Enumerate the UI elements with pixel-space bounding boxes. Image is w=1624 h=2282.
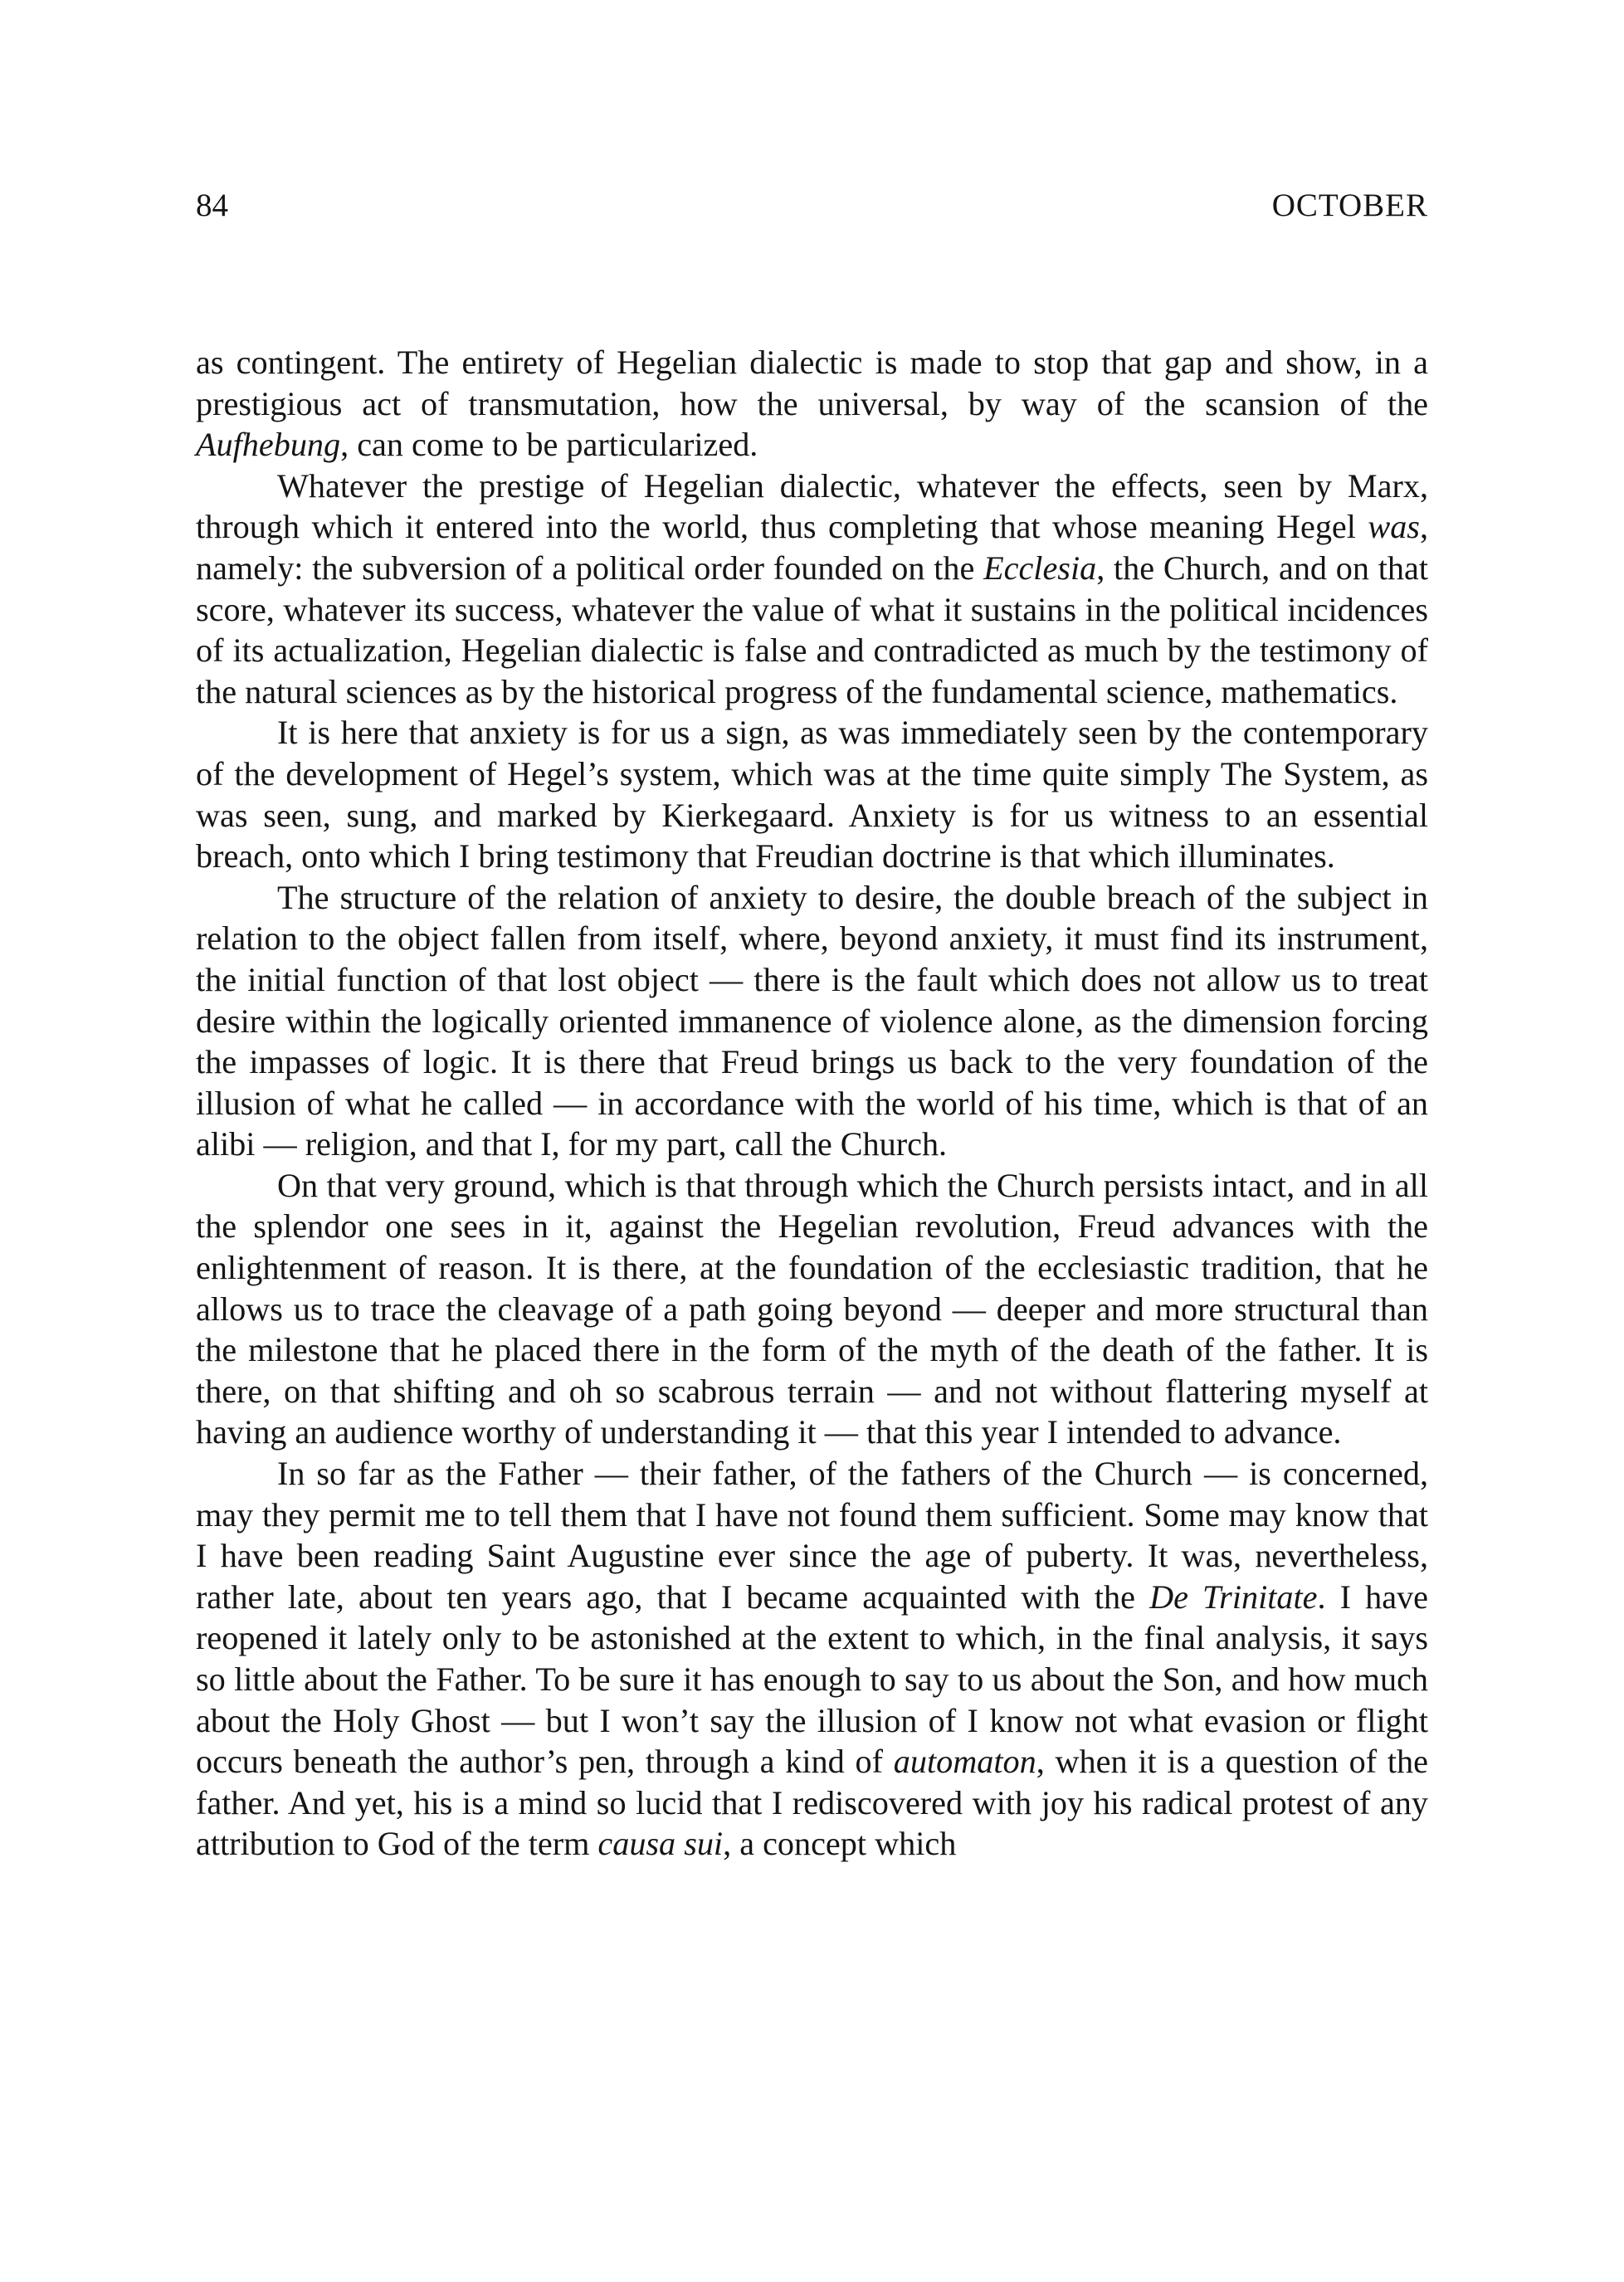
running-head: OCTOBER: [1271, 188, 1428, 223]
body-text: [196, 342, 1428, 1865]
paragraph-1: as contingent. The entirety of Hegelian dialectic is made to stop that gap and show, in a prestigious act of transmutation, how the universal, by way of the scansion of the Aufhebung, can come to be particularized.: [196, 344, 1428, 464]
paragraph-4: The structure of the relation of anxiety to desire, the double breach of the subject in relation to the object fallen from itself, where, beyond anxiety, it must find its instrument, the initial function of that lost object — there is the fault which does not allow us to treat desire within the logically oriented immanence of violence alone, as the dimension forcing the impasses of logic. It is there that Freud brings us back to the very foundation of the illusion of what he called — in accordance with the world of his time, which is that of an alibi — religion, and that I, for my part, call the Church.: [196, 878, 1428, 1163]
paragraph-2: Whatever the prestige of Hegelian dialectic, whatever the effects, seen by Marx, through which it entered into the world, thus completing that whose meaning Hegel was, namely: the subversion of a political order founded on the Ecclesia, the Church, and on that score, whatever its success, whatever the value of what it sustains in the political incidences of its actualization, Hegelian dialectic is false and contradicted as much by the testimony of the natural sciences as by the historical progress of the fundamental science, mathematics.: [196, 466, 1428, 710]
page-header: [196, 181, 1428, 231]
page-number: 84: [196, 188, 228, 223]
paragraph-6: In so far as the Father — their father, of the fathers of the Church — is concerned, may they permit me to tell them that I have not found them sufficient. Some may know that I have been reading Saint Augustine ever since the age of puberty. It was, nevertheless, rather late, about ten years ago, that I became acquainted with the De Trinitate. I have reopened it lately only to be astonished at the extent to which, in the final analysis, it says so little about the Father. To be sure it has enough to say to us about the Son, and how much about the Holy Ghost — but I won’t say the illusion of I know not what evasion or flight occurs beneath the author’s pen, through a kind of automaton, when it is a question of the father. And yet, his is a mind so lucid that I rediscovered with joy his radical protest of any attribution to God of the term causa sui, a concept which: [196, 1455, 1428, 1863]
italic-term: automaton: [893, 1743, 1036, 1781]
paragraph-5: On that very ground, which is that through which the Church persists intact, and in all the splendor one sees in it, against the Hegelian revolution, Freud advances with the enlightenment of reason. It is there, at the foundation of the ecclesiastic tradition, that he allows us to trace the cleavage of a path going beyond — deeper and more structural than the milestone that he placed there in the form of the myth of the death of the father. It is there, on that shifting and oh so scabrous terrain — and not without flattering myself at having an audience worthy of understanding it — that this year I intended to advance.: [196, 1166, 1428, 1451]
italic-term: causa sui: [597, 1825, 724, 1863]
italic-term: De Trinitate: [1149, 1577, 1318, 1616]
italic-term: Aufhebung: [196, 426, 341, 464]
paragraph-3: It is here that anxiety is for us a sign, as was immediately seen by the contemporary of the development of Hegel’s system, which was at the time quite simply The System, as was seen, sung, and marked by Kierkegaard. Anxiety is for us witness to an essential breach, onto which I bring testimony that Freudian doctrine is that which illuminates.: [196, 714, 1428, 875]
italic-term: was: [1368, 508, 1420, 546]
italic-term: Ecclesia: [983, 549, 1097, 587]
